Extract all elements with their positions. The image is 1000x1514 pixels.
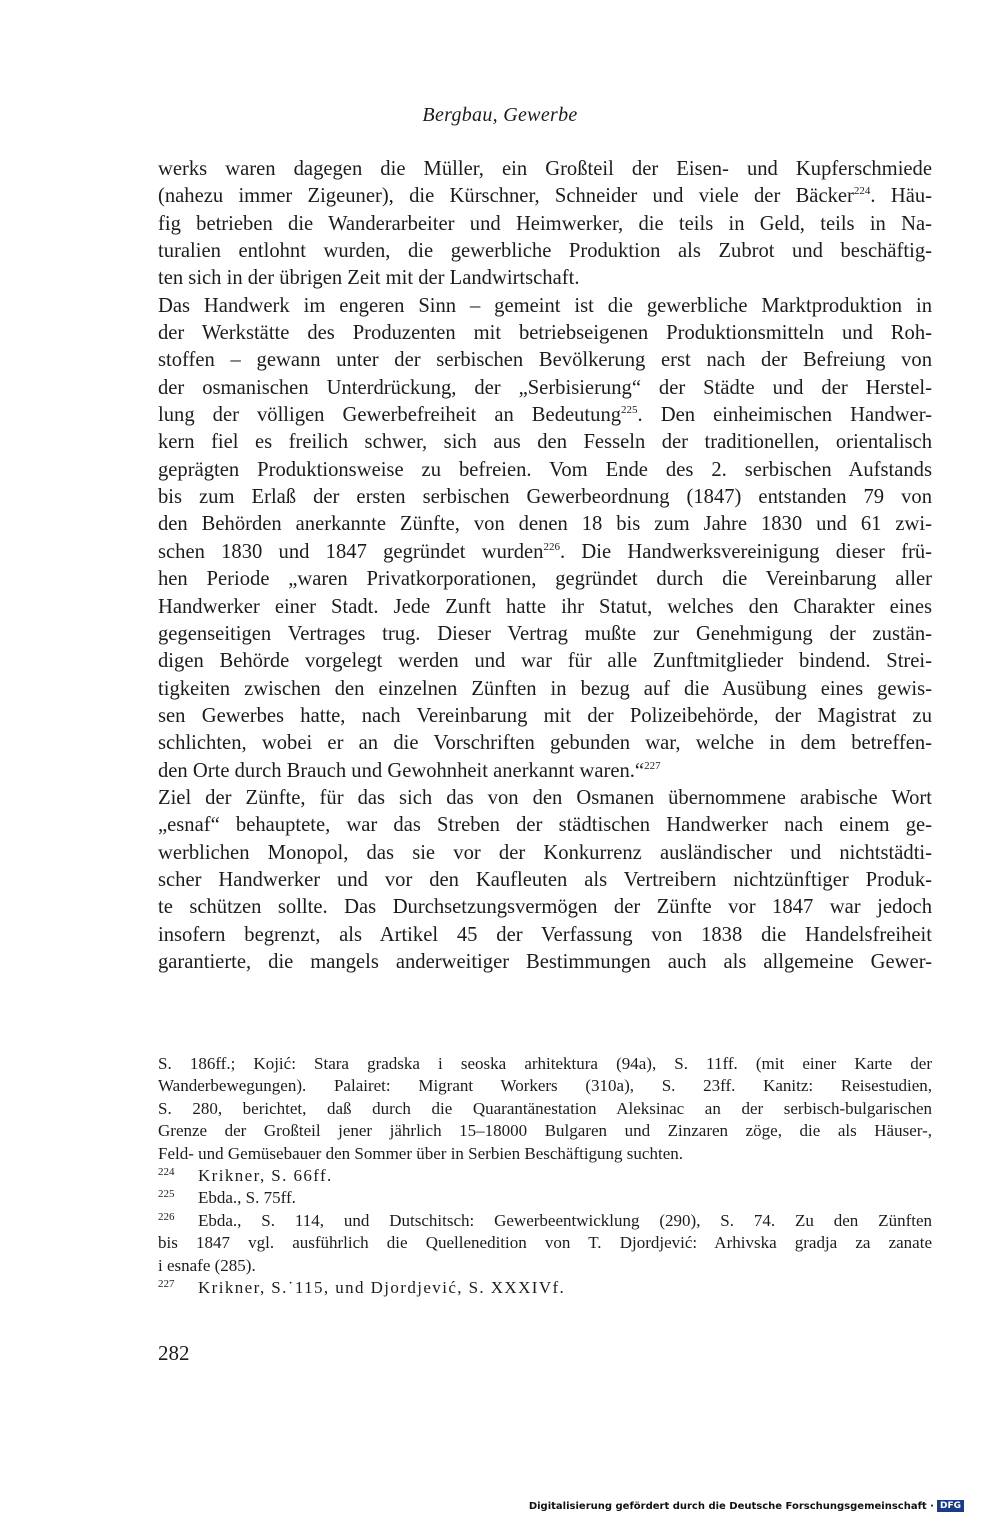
dfg-logo: DFG [937, 1500, 964, 1512]
text-line: stoffen – gewann unter der serbischen Bevölkerung erst nach der Befreiung von [158, 349, 932, 372]
text-line: scher Handwerker und vor den Kaufleuten als Vertreibern nichtzünftiger Produk- [158, 868, 932, 891]
text-line: tigkeiten zwischen den einzelnen Zünften in bezug auf die Ausübung eines gewis- [158, 677, 932, 700]
text-line: garantierte, die mangels anderweitiger Bestimmungen auch als allgemeine Gewer- [158, 950, 932, 973]
footnote-227: 227 Krikner, S.˙115, und Djordjević, S. XXXIVf. [158, 1277, 566, 1297]
text-line: Das Handwerk im engeren Sinn – gemeint ist die gewerbliche Marktproduktion in [158, 294, 932, 317]
text-line: schlichten, wobei er an die Vorschriften gebunden war, welche in dem betreffen- [158, 732, 932, 755]
text-line: kern fiel es freilich schwer, sich aus den Fesseln der traditionellen, orientalisch [158, 431, 932, 454]
footnote-line: i esnafe (285). [158, 1255, 256, 1275]
text-segment: . Die Handwerksvereinigung dieser frü- [559, 540, 932, 563]
text-line: „esnaf“ behauptete, war das Streben der städtischen Handwerker nach einem ge- [158, 814, 932, 837]
main-text [158, 156, 932, 976]
text-line: werks waren dagegen die Müller, ein Großteil der Eisen- und Kupferschmiede [158, 158, 932, 180]
text-line: der osmanischen Unterdrückung, der „Serbisierung“ der Städte und der Herstel- [158, 376, 932, 399]
footnote-line: S. 280, berichtet, daß durch die Quarantänestation Aleksinac an der serbisch-bulgarischen [158, 1098, 932, 1118]
footnote-ref[interactable]: 226 [543, 540, 560, 553]
text-line: ten sich in der übrigen Zeit mit der Landwirtschaft. [158, 267, 580, 290]
text-line: fig betrieben die Wanderarbeiter und Heimwerker, die teils in Geld, teils in Na- [158, 212, 932, 235]
text-line: Handwerker einer Stadt. Jede Zunft hatte ihr Statut, welches den Charakter eines [158, 595, 932, 618]
running-header: Bergbau, Gewerbe [422, 104, 578, 126]
text-line: gegenseitigen Vertrages trug. Dieser Vertrag mußte zur Genehmigung der zustän- [158, 622, 932, 645]
footnote-text: Ebda., S. 114, und Dutschitsch: Gewerbeentwicklung (290), S. 74. Zu den Zünften [198, 1210, 932, 1230]
text-line: sen Gewerbes hatte, nach Vereinbarung mit der Polizeibehörde, der Magistrat zu [158, 704, 932, 727]
text-segment: . Häu- [870, 185, 932, 208]
text-segment: den Orte durch Brauch und Gewohnheit anerkannt waren.“ [158, 759, 645, 782]
text-line: digen Behörde vorgelegt werden und war für alle Zunftmitglieder bindend. Strei- [158, 650, 932, 673]
text-line: te schützen sollte. Das Durchsetzungsvermögen der Zünfte vor 1847 war jedoch [158, 896, 932, 919]
credit-text: Digitalisierung gefördert durch die Deutsche Forschungsgemeinschaft · [528, 1500, 934, 1512]
footnote-line: Feld- und Gemüsebauer den Sommer über in Serbien Beschäftigung suchten. [158, 1143, 683, 1163]
text-segment: schen 1830 und 1847 gegründet wurden [158, 540, 544, 563]
text-line: geprägten Produktionsweise zu befreien. Vom Ende des 2. serbischen Aufstands [158, 458, 932, 481]
text-line: Ziel der Zünfte, für das sich das von den Osmanen übernommene arabische Wort [158, 786, 932, 809]
footnote-226: 226 Ebda., S. 114, und Dutschitsch: Gewerbeentwicklung (290), S. 74. Zu den Zünften [158, 1210, 932, 1230]
footnote-ref[interactable]: 224 [853, 185, 871, 198]
footnote-ref[interactable]: 227 [644, 759, 661, 772]
text-line: den Behörden anerkannte Zünfte, von denen 18 bis zum Jahre 1830 und 61 zwi- [158, 513, 932, 536]
footnote-ref[interactable]: 225 [621, 404, 638, 417]
footnote-text: Krikner, S. 66ff. [198, 1165, 333, 1185]
text-line: insofern begrenzt, als Artikel 45 der Verfassung von 1838 die Handelsfreiheit [158, 923, 932, 946]
text-line [158, 183, 932, 210]
text-segment: . Den einheimischen Handwer- [637, 404, 932, 427]
text-line [158, 539, 932, 566]
footnote-line: bis 1847 vgl. ausführlich die Quellenedition von T. Djordjević: Arhivska gradja za zanate [158, 1233, 932, 1253]
text-line [158, 402, 932, 429]
text-line: hen Periode „waren Privatkorporationen, gegründet durch die Vereinbarung aller [158, 568, 932, 591]
footnote-line: Grenze der Großteil jener jährlich 15–18000 Bulgaren und Zinzaren zöge, die als Häuser-, [158, 1121, 932, 1141]
footnote-224: 224 Krikner, S. 66ff. [158, 1165, 333, 1185]
text-line: bis zum Erlaß der ersten serbischen Gewerbeordnung (1847) entstanden 79 von [158, 486, 932, 509]
footnote-line: Wanderbewegungen). Palairet: Migrant Workers (310a), S. 23ff. Kanitz: Reisestudien, [158, 1076, 932, 1096]
footnote-text: Ebda., S. 75ff. [198, 1188, 296, 1208]
text-line [158, 758, 932, 785]
footnote-225: 225 Ebda., S. 75ff. [158, 1188, 296, 1208]
text-segment: lung der völligen Gewerbefreiheit an Bedeutung [158, 404, 622, 427]
text-line: der Werkstätte des Produzenten mit betriebseigenen Produktionsmitteln und Roh- [158, 322, 932, 345]
footnote-text: Krikner, S.˙115, und Djordjević, S. XXXIVf. [198, 1277, 566, 1297]
text-line: werblichen Monopol, das sie vor der Konkurrenz ausländischer und nichtstädti- [158, 841, 932, 864]
footnote-line: S. 186ff.; Kojić: Stara gradska i seoska arhitektura (94a), S. 11ff. (mit einer Karte der [158, 1054, 932, 1073]
text-segment: (nahezu immer Zigeuner), die Kürschner, Schneider und viele der Bäcker [158, 185, 854, 208]
text-line: turalien entlohnt wurden, die gewerbliche Produktion als Zubrot und beschäftig- [158, 240, 932, 263]
footnotes [158, 1053, 932, 1299]
page-number: 282 [158, 1341, 190, 1365]
digitization-credit [529, 1500, 964, 1512]
